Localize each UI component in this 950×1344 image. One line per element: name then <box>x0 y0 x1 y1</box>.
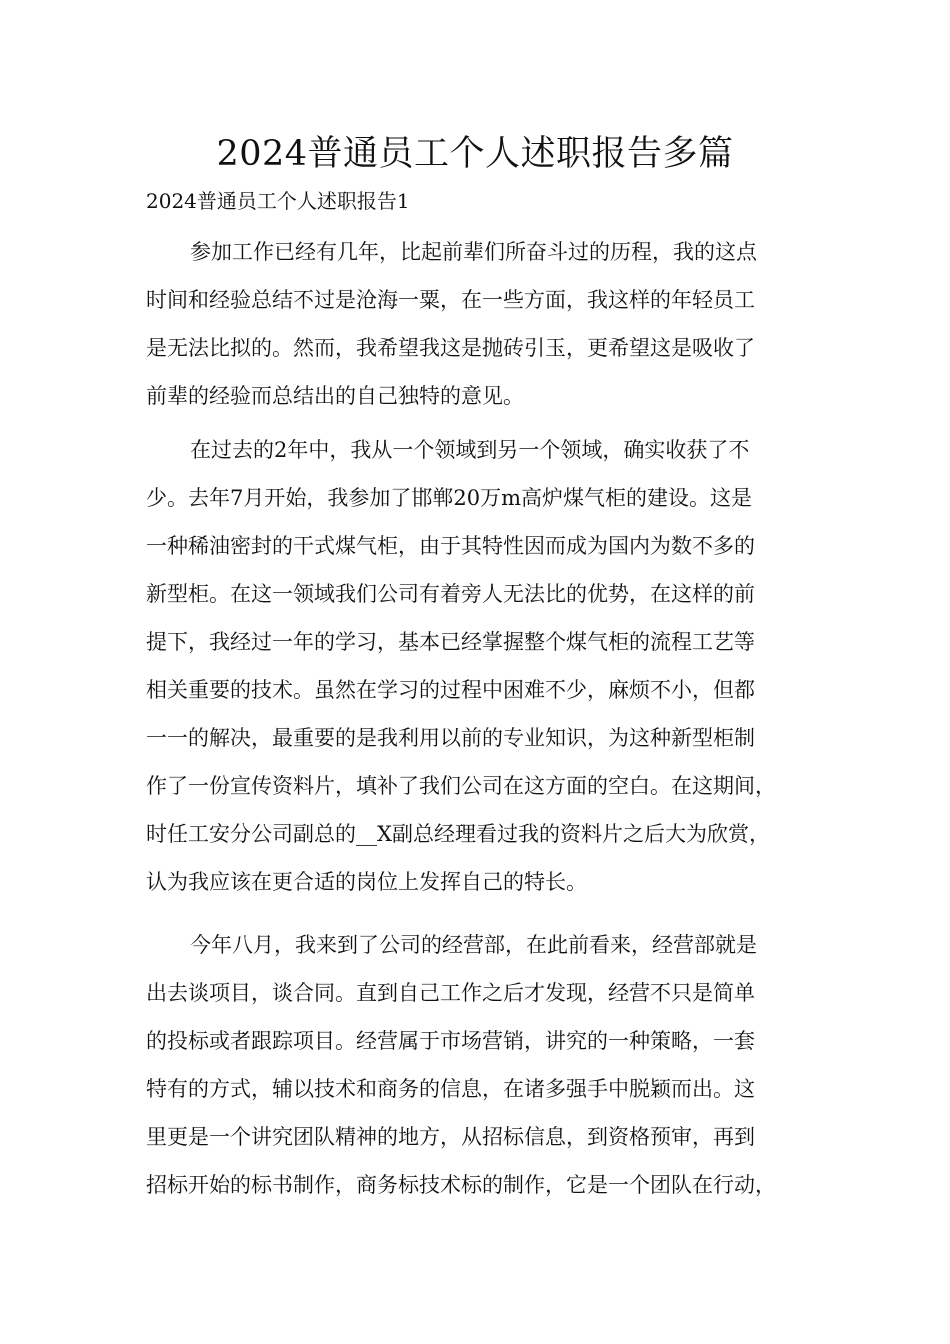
paragraph-line: 时任工安分公司副总的__X副总经理看过我的资料片之后大为欣赏， <box>146 822 770 846</box>
paragraph-line: 作了一份宣传资料片，填补了我们公司在这方面的空白。在这期间， <box>146 774 776 798</box>
paragraph-line: 新型柜。在这一领域我们公司有着旁人无法比的优势，在这样的前 <box>146 582 755 606</box>
paragraph-line: 的投标或者跟踪项目。经营属于市场营销，讲究的一种策略，一套 <box>146 1029 755 1053</box>
paragraph-line: 在过去的2年中，我从一个领域到另一个领域，确实收获了不 <box>190 438 750 462</box>
paragraph-line: 招标开始的标书制作，商务标技术标的制作，它是一个团队在行动， <box>146 1173 776 1197</box>
paragraph-3 <box>146 926 812 1214</box>
paragraph-line: 相关重要的技术。虽然在学习的过程中困难不少，麻烦不小，但都 <box>146 678 755 702</box>
paragraph-line: 一种稀油密封的干式煤气柜，由于其特性因而成为国内为数不多的 <box>146 534 755 558</box>
paragraph-line: 参加工作已经有几年，比起前辈们所奋斗过的历程，我的这点 <box>190 240 757 264</box>
paragraph-line: 前辈的经验而总结出的自己独特的意见。 <box>146 384 524 408</box>
paragraph-line: 时间和经验总结不过是沧海一粟，在一些方面，我这样的年轻员工 <box>146 288 755 312</box>
paragraph-line: 里更是一个讲究团队精神的地方，从招标信息，到资格预审，再到 <box>146 1125 755 1149</box>
paragraph-line: 特有的方式，辅以技术和商务的信息，在诸多强手中脱颖而出。这 <box>146 1077 755 1101</box>
document-title: 2024普通员工个人述职报告多篇 <box>216 134 734 174</box>
paragraph-line: 出去谈项目，谈合同。直到自己工作之后才发现，经营不只是简单 <box>146 981 755 1005</box>
paragraph-line: 提下，我经过一年的学习，基本已经掌握整个煤气柜的流程工艺等 <box>146 630 755 654</box>
paragraph-line: 认为我应该在更合适的岗位上发挥自己的特长。 <box>146 870 587 894</box>
paragraph-line: 今年八月，我来到了公司的经营部，在此前看来，经营部就是 <box>190 933 757 957</box>
paragraph-1 <box>146 233 812 425</box>
section-heading: 2024普通员工个人述职报告1 <box>146 189 410 213</box>
paragraph-line: 少。去年7月开始，我参加了邯郸20万m高炉煤气柜的建设。这是 <box>146 486 752 510</box>
paragraph-line: 一一的解决，最重要的是我利用以前的专业知识，为这种新型柜制 <box>146 726 755 750</box>
paragraph-line: 是无法比拟的。然而，我希望我这是抛砖引玉，更希望这是吸收了 <box>146 336 755 360</box>
paragraph-2 <box>146 431 812 911</box>
